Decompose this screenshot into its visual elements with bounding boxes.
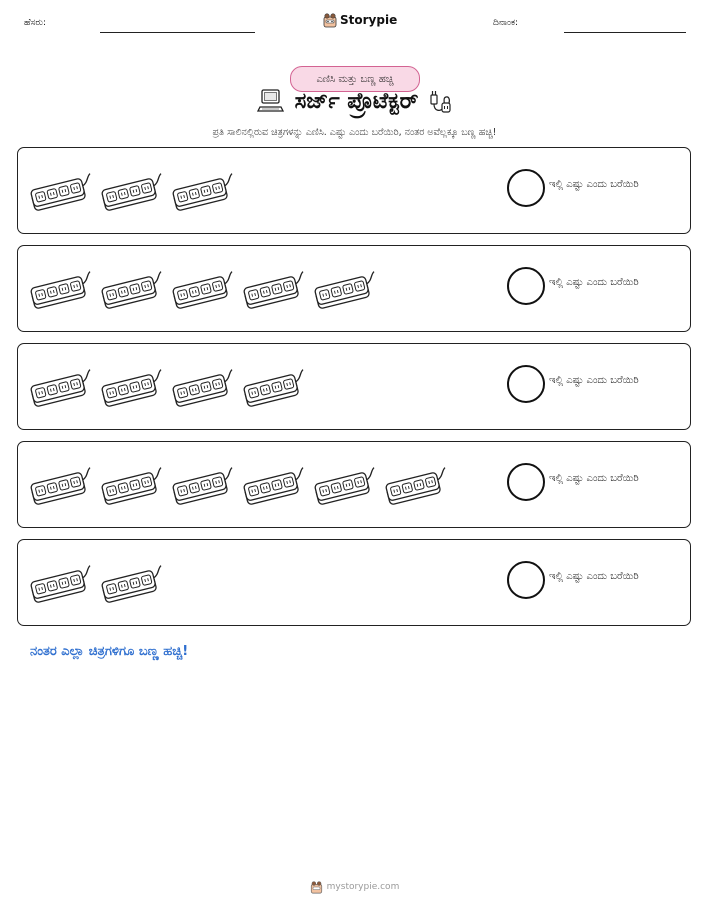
power-strip-icon [101,370,167,407]
power-strip-icon [101,566,167,603]
power-strip-group [30,558,470,608]
power-strip-icon [385,468,451,505]
answer-circle[interactable] [507,365,545,403]
worksheet-header [0,0,709,44]
title-row [0,88,709,114]
power-strip-icon [314,272,380,309]
instructions: ಪ್ರತಿ ಸಾಲಿನಲ್ಲಿರುವ ಚಿತ್ರಗಳನ್ನು ಎಣಿಸಿ. ಎಷ್ಟು ಎಂದು ಬರೆಯಿರಿ, ನಂತರ ಅವೆಲ್ಲಕ್ಕೂ ಬಣ್ಣ ಹಚ್ಚಿ! [212,127,497,138]
plug-icon [428,88,452,114]
power-strip-icon [101,272,167,309]
power-strip-icon [172,272,238,309]
write-count-label: ಇಲ್ಲಿ ಎಷ್ಟು ಎಂದು ಬರೆಯಿರಿ [549,277,639,288]
brand-name: Storypie [340,13,398,27]
write-count-label: ಇಲ್ಲಿ ಎಷ್ಟು ಎಂದು ಬರೆಯಿರಿ [549,179,639,190]
counting-row [17,441,691,528]
power-strip-icon [101,468,167,505]
answer-circle[interactable] [507,463,545,501]
power-strip-icon [243,272,309,309]
write-count-label: ಇಲ್ಲಿ ಎಷ್ಟು ಎಂದು ಬರೆಯಿರಿ [549,375,639,386]
name-label: ಹೆಸರು: [24,18,47,28]
power-strip-icon [172,370,238,407]
power-strip-icon [30,272,96,309]
activity-badge: ಎಣಿಸಿ ಮತ್ತು ಬಣ್ಣ ಹಚ್ಚಿ [290,66,420,92]
computer-icon [257,88,285,114]
name-line[interactable] [100,32,255,33]
answer-circle[interactable] [507,169,545,207]
power-strip-icon [30,370,96,407]
write-count-label: ಇಲ್ಲಿ ಎಷ್ಟು ಎಂದು ಬರೆಯಿರಿ [549,571,639,582]
power-strip-icon [172,174,238,211]
footer [0,880,709,894]
date-line[interactable] [564,32,686,33]
storypie-logo [323,12,397,28]
answer-circle[interactable] [507,561,545,599]
power-strip-group [30,166,470,216]
power-strip-icon [101,174,167,211]
counting-row [17,245,691,332]
power-strip-group [30,460,470,510]
power-strip-group [30,264,470,314]
storypie-mascot-icon [323,12,337,28]
power-strip-icon [30,468,96,505]
power-strip-icon [243,468,309,505]
power-strip-icon [314,468,380,505]
write-count-label: ಇಲ್ಲಿ ಎಷ್ಟು ಎಂದು ಬರೆಯಿರಿ [549,473,639,484]
worksheet-title: ಸರ್ಜ್ ಪ್ರೊಟೆಕ್ಟರ್ [294,88,419,114]
power-strip-icon [30,566,96,603]
counting-row [17,343,691,430]
counting-row [17,147,691,234]
power-strip-icon [30,174,96,211]
power-strip-icon [172,468,238,505]
storypie-mascot-icon [310,880,323,894]
footer-url: mystorypie.com [326,882,400,892]
power-strip-group [30,362,470,412]
answer-circle[interactable] [507,267,545,305]
date-label: ದಿನಾಂಕ: [493,18,519,28]
footer-note: ನಂತರ ಎಲ್ಲಾ ಚಿತ್ರಗಳಿಗೂ ಬಣ್ಣ ಹಚ್ಚಿ! [30,644,189,659]
power-strip-icon [243,370,309,407]
counting-row [17,539,691,626]
